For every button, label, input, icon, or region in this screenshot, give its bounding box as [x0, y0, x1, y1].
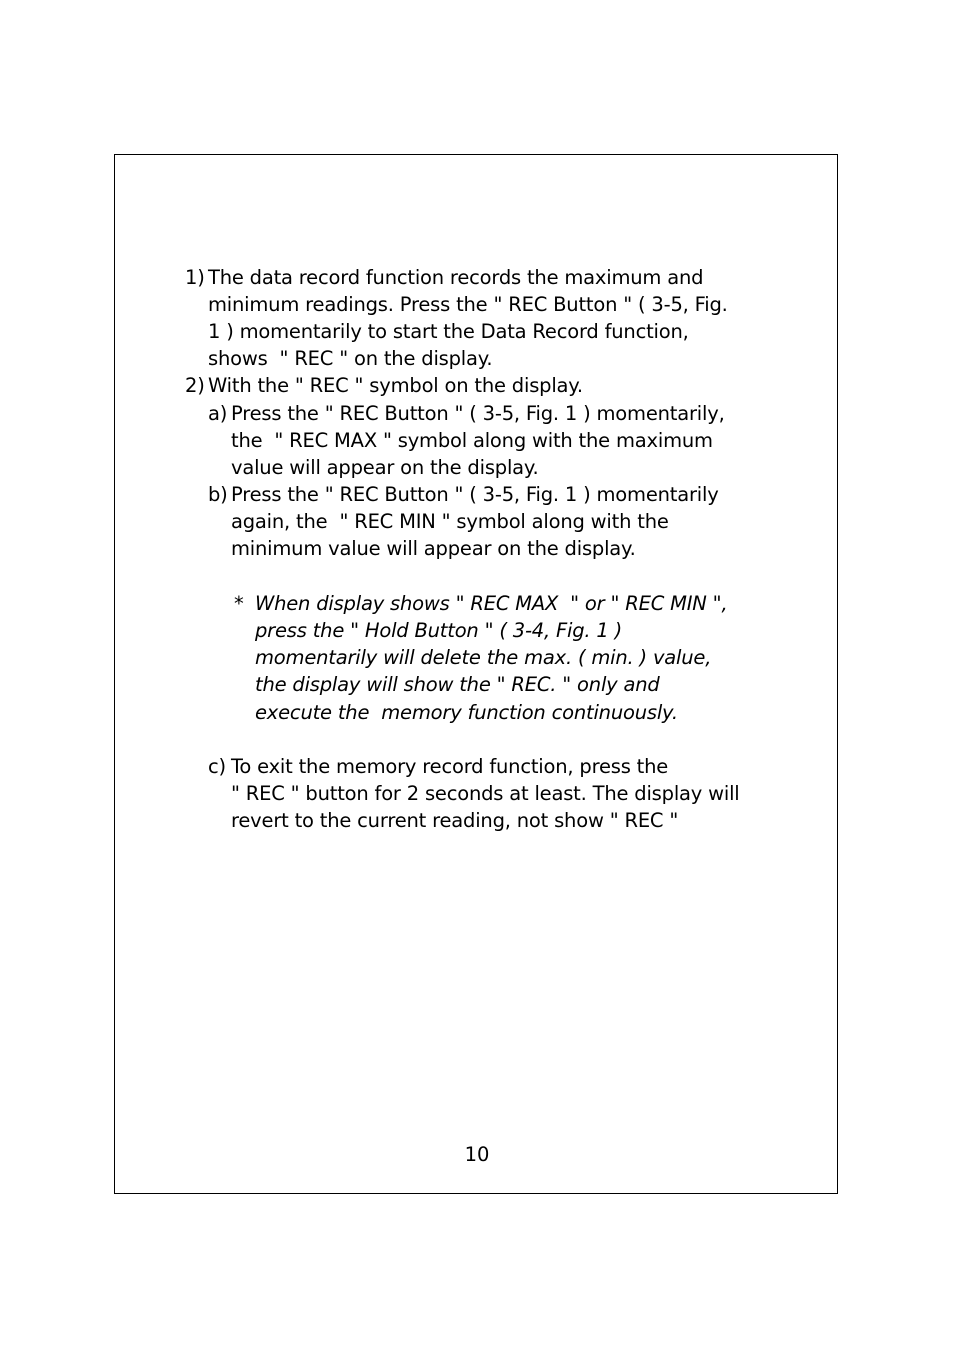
- sub-c-line-1: To exit the memory record function, press the: [231, 755, 669, 778]
- item1-line-3: 1 ) momentarily to start the Data Record function,: [208, 320, 689, 343]
- sub-a-line-2: the " REC MAX " symbol along with the maximum: [231, 429, 713, 452]
- sub-marker-b: b): [208, 483, 228, 506]
- note-marker: *: [234, 592, 244, 615]
- sub-marker-c: c): [208, 755, 226, 778]
- item1-line-2: minimum readings. Press the " REC Button " ( 3-5, Fig.: [208, 293, 728, 316]
- item1-line-4: shows " REC " on the display.: [208, 347, 493, 370]
- note-line-5: execute the memory function continuously.: [255, 701, 678, 724]
- item2-line-1: With the " REC " symbol on the display.: [208, 374, 583, 397]
- sub-marker-a: a): [208, 402, 228, 425]
- sub-a-line-1: Press the " REC Button " ( 3-5, Fig. 1 ) momentarily,: [231, 402, 725, 425]
- sub-b-line-1: Press the " REC Button " ( 3-5, Fig. 1 ) momentarily: [231, 483, 719, 506]
- sub-c-line-2: " REC " button for 2 seconds at least. The display will: [231, 782, 740, 805]
- note-line-4: the display will show the " REC. " only and: [255, 673, 660, 696]
- note-line-3: momentarily will delete the max. ( min. ) value,: [255, 646, 712, 669]
- list-marker-2: 2): [185, 374, 205, 397]
- sub-b-line-2: again, the " REC MIN " symbol along with the: [231, 510, 669, 533]
- list-marker-1: 1): [185, 266, 205, 289]
- sub-b-line-3: minimum value will appear on the display.: [231, 537, 636, 560]
- item1-line-1: The data record function records the maximum and: [208, 266, 704, 289]
- note-line-1: When display shows " REC MAX " or " REC MIN ",: [255, 592, 728, 615]
- sub-a-line-3: value will appear on the display.: [231, 456, 539, 479]
- page-number: 10: [464, 1143, 490, 1166]
- sub-c-line-3: revert to the current reading, not show " REC ": [231, 809, 679, 832]
- note-line-2: press the " Hold Button " ( 3-4, Fig. 1 ): [255, 619, 623, 642]
